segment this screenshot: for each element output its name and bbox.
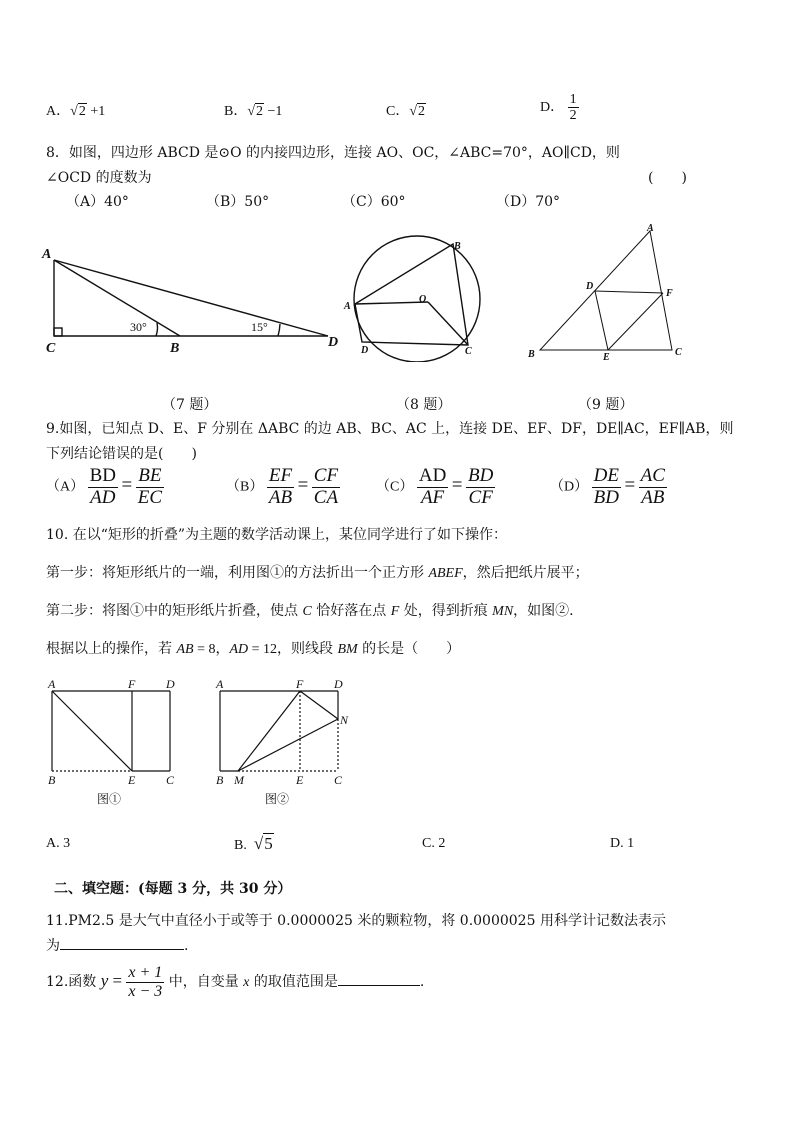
fig10-1-label-e: E [128, 773, 136, 787]
q11-line2: 为 . [46, 938, 189, 954]
q8-option-b: （B）50° [206, 194, 270, 210]
q8-option-d: （D）70° [496, 194, 561, 210]
fig10-1-label-b: B [48, 773, 56, 787]
fig8-label-c: C [465, 346, 472, 357]
q9-stem-line1: 9.如图，已知点 D、E、F 分别在 ΔABC 的边 AB、BC、AC 上，连接 DE、EF、DF，DE∥AC，EF∥AB，则 [46, 421, 734, 437]
fig7-label-a: A [42, 247, 52, 262]
fig10-2-label-e: E [296, 773, 304, 787]
fig10-2-label-a: A [216, 677, 224, 691]
q10-step1: 第一步：将矩形纸片的一端，利用图①的方法折出一个正方形 ABEF，然后把纸片展平； [46, 565, 589, 581]
fig9-label-c: C [675, 347, 682, 358]
fig8-label-o: O [419, 294, 427, 305]
fig7-angle-30: 30° [130, 320, 147, 334]
fig10-2-label-b: B [216, 773, 224, 787]
q11-line1: 11.PM2.5 是大气中直径小于或等于 0.0000025 米的颗粒物，将 0.0000025 用科学计记数法表示 [46, 913, 666, 929]
q10-option-a: A. 3 [46, 836, 71, 851]
fig9-label-a: A [647, 223, 654, 234]
fig8-label-a: A [344, 301, 351, 312]
fig7-label-b: B [170, 341, 180, 356]
fig8-label-b: B [454, 241, 461, 252]
q7-option-b: B．√2 −1 [224, 104, 283, 119]
q10-step2: 第二步：将图①中的矩形纸片折叠，使点 C 恰好落在点 F 处，得到折痕 MN，如图②. [46, 603, 574, 619]
q8-stem-line1: 8．如图，四边形 ABCD 是⊙O 的内接四边形，连接 AO、OC，∠ABC=70°，AO∥CD，则 [46, 145, 620, 161]
fig10-2-label-m: M [234, 773, 244, 787]
q9-stem-line2: 下列结论错误的是( ) [46, 446, 197, 462]
fig9-label-b: B [528, 349, 535, 360]
q7-option-a: A．√2 +1 [46, 104, 106, 119]
fig7-label-d: D [328, 335, 339, 350]
fig8-caption: （8 题） [396, 397, 452, 413]
fig10-2-label-f: F [296, 677, 304, 691]
q10-option-d: D. 1 [610, 836, 635, 851]
q9-option-c: （C） $\frac{AD}{AF}$ = $\frac{BD}{CF}$ [376, 465, 494, 508]
q10-stem: 10. 在以“矩形的折叠”为主题的数学活动课上，某位同学进行了如下操作： [46, 527, 508, 543]
q9-option-a: （A） $\frac{BD}{AD}$ = $\frac{BE}{EC}$ [46, 465, 163, 508]
q8-option-a: （A）40° [66, 194, 129, 210]
figure-8 [342, 232, 492, 362]
fig9-label-f: F [666, 288, 673, 299]
fig7-angle-15: 15° [251, 320, 268, 334]
fig10-1-caption: 图① [97, 792, 122, 806]
q10-option-b: B. √5 [234, 834, 273, 853]
fig10-2-caption: 图② [265, 792, 290, 806]
fig10-1-label-d: D [166, 677, 175, 691]
fig10-1-label-f: F [128, 677, 136, 691]
section2-title: 二、填空题：(每题 3 分，共 30 分） [54, 881, 292, 897]
fig7-caption: （7 题） [162, 397, 218, 413]
fig10-2-label-d: D [334, 677, 343, 691]
q7-option-d: D． $\frac{1}{2}$ [540, 92, 577, 124]
q11-answer-blank[interactable] [60, 949, 184, 950]
fig9-label-d: D [586, 281, 594, 292]
figure-7 [38, 238, 348, 363]
figure-10-2 [208, 674, 358, 789]
fig10-2-label-n: N [340, 713, 349, 727]
figure-10-1 [40, 674, 180, 789]
q10-option-c: C. 2 [422, 836, 446, 851]
q10-question: 根据以上的操作，若 AB = 8，AD = 12，则线段 BM 的长是（ ） [46, 641, 461, 657]
figure-9 [520, 222, 700, 367]
q8-stem-line2: ∠OCD 的度数为 [46, 170, 152, 186]
q9-option-b: （B） $\frac{EF}{AB}$ = $\frac{CF}{CA}$ [226, 465, 339, 508]
q8-answer-paren: ( ) [648, 170, 687, 186]
fig10-1-label-c: C [166, 773, 175, 787]
q7-option-c: C．√2 [386, 104, 426, 119]
fig10-2-label-c: C [334, 773, 343, 787]
fig10-1-label-a: A [48, 677, 56, 691]
q12-line: 12.函数 y = $\frac{x + 1}{x - 3}$ 中，自变量 x 的取值范围是 . [46, 964, 425, 1000]
fig7-label-c: C [46, 341, 56, 356]
q12-answer-blank[interactable] [338, 985, 420, 986]
fig9-label-e: E [603, 352, 610, 363]
fig9-caption: （9 题） [578, 397, 634, 413]
q8-option-c: （C）60° [342, 194, 406, 210]
fig8-label-d: D [361, 345, 369, 356]
q9-option-d: （D） $\frac{DE}{BD}$ = $\frac{AC}{AB}$ [550, 465, 665, 508]
